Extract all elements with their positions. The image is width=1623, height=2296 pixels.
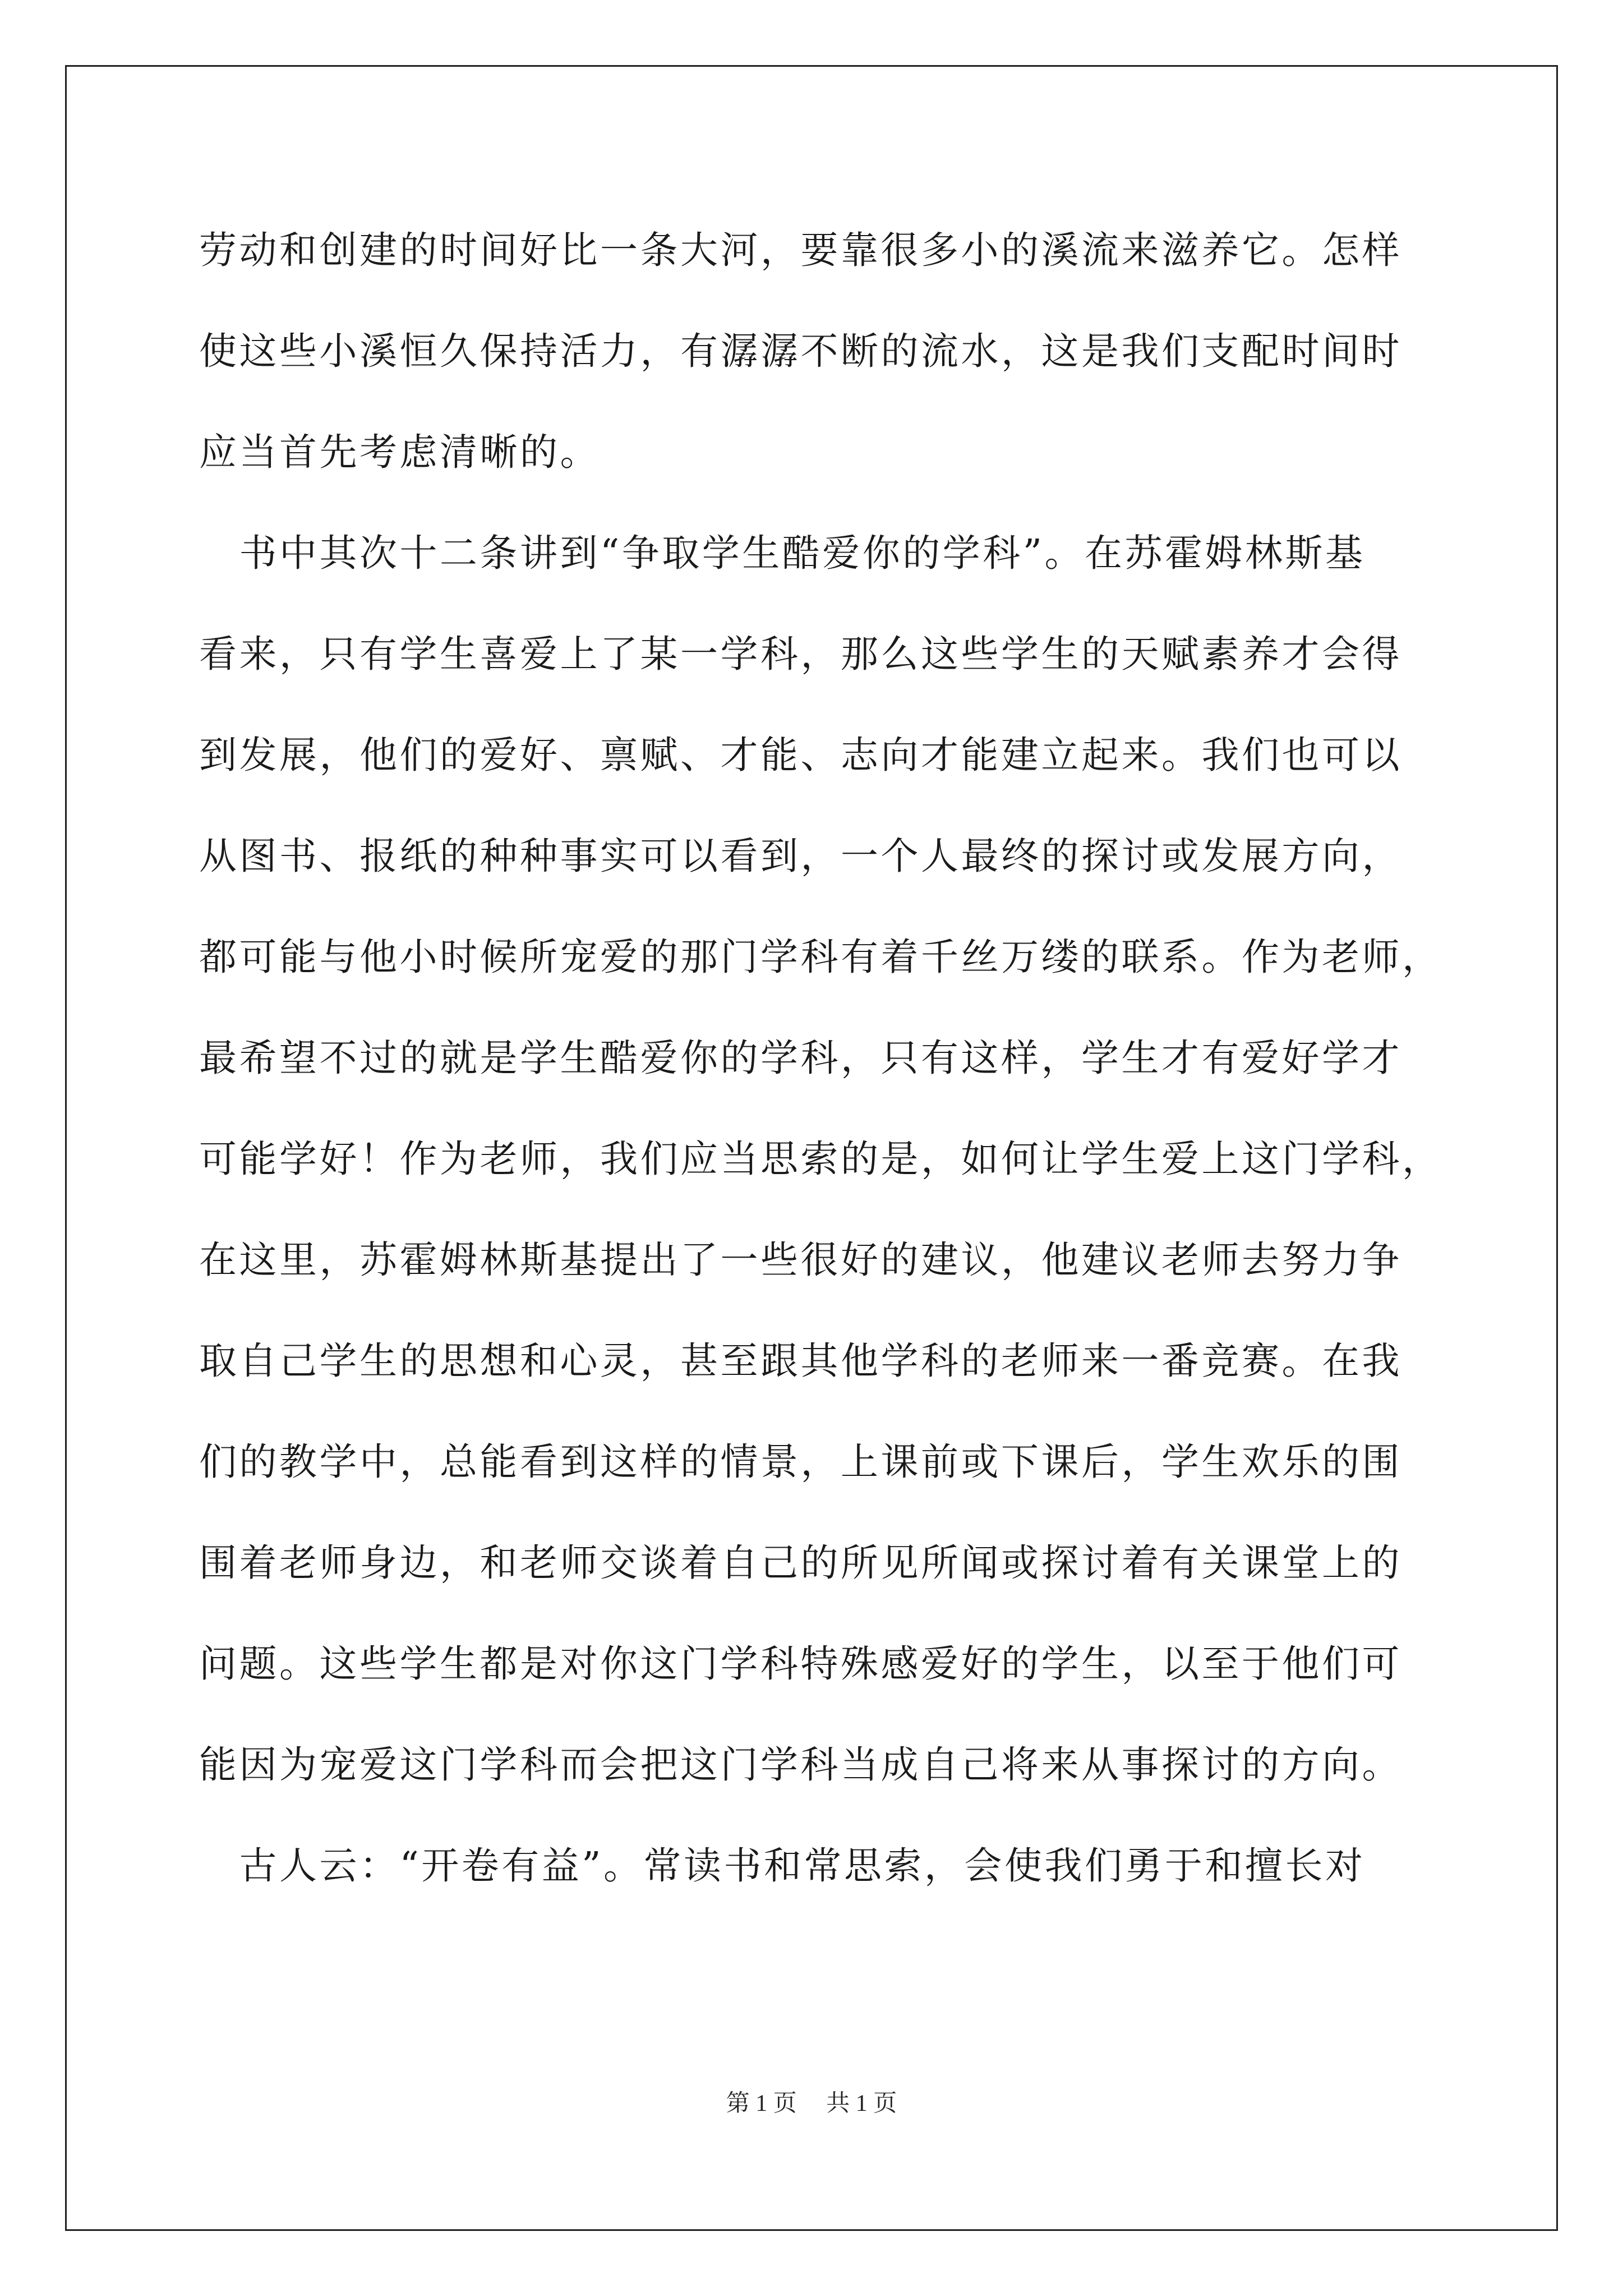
text-line: 书中其次十二条讲到“争取学生酷爱你的学科”。在苏霍姆林斯基 — [199, 531, 1366, 575]
text-line: 古人云：“开卷有益”。常读书和常思索，会使我们勇于和擅长对 — [199, 1844, 1366, 1888]
text-line: 都可能与他小时候所宠爱的那门学科有着千丝万缕的联系。作为老师， — [199, 935, 1442, 979]
text-line: 问题。这些学生都是对你这门学科特殊感爱好的学生，以至于他们可 — [199, 1642, 1402, 1686]
text-line: 使这些小溪恒久保持活力，有潺潺不断的流水，这是我们支配时间时 — [199, 329, 1402, 373]
text-line: 在这里，苏霍姆林斯基提出了一些很好的建议，他建议老师去努力争 — [199, 1238, 1402, 1282]
text-line: 应当首先考虑清晰的。 — [199, 430, 600, 474]
text-line: 最希望不过的就是学生酷爱你的学科，只有这样，学生才有爱好学才 — [199, 1036, 1402, 1080]
document-body — [199, 200, 1442, 1916]
text-line: 可能学好！作为老师，我们应当思索的是，如何让学生爱上这门学科， — [199, 1137, 1442, 1181]
text-line: 们的教学中，总能看到这样的情景，上课前或下课后，学生欢乐的围 — [199, 1440, 1402, 1484]
page-number-footer: 第 1 页 共 1 页 — [726, 2091, 897, 2116]
text-line: 取自己学生的思想和心灵，甚至跟其他学科的老师来一番竞赛。在我 — [199, 1339, 1402, 1383]
text-line: 能因为宠爱这门学科而会把这门学科当成自己将来从事探讨的方向。 — [199, 1743, 1402, 1787]
text-line: 到发展，他们的爱好、禀赋、才能、志向才能建立起来。我们也可以 — [199, 733, 1402, 777]
text-line: 劳动和创建的时间好比一条大河，要靠很多小的溪流来滋养它。怎样 — [199, 228, 1402, 272]
text-line: 看来，只有学生喜爱上了某一学科，那么这些学生的天赋素养才会得 — [199, 632, 1402, 676]
text-line: 围着老师身边，和老师交谈着自己的所见所闻或探讨着有关课堂上的 — [199, 1541, 1402, 1585]
text-line: 从图书、报纸的种种事实可以看到，一个人最终的探讨或发展方向， — [199, 834, 1402, 878]
